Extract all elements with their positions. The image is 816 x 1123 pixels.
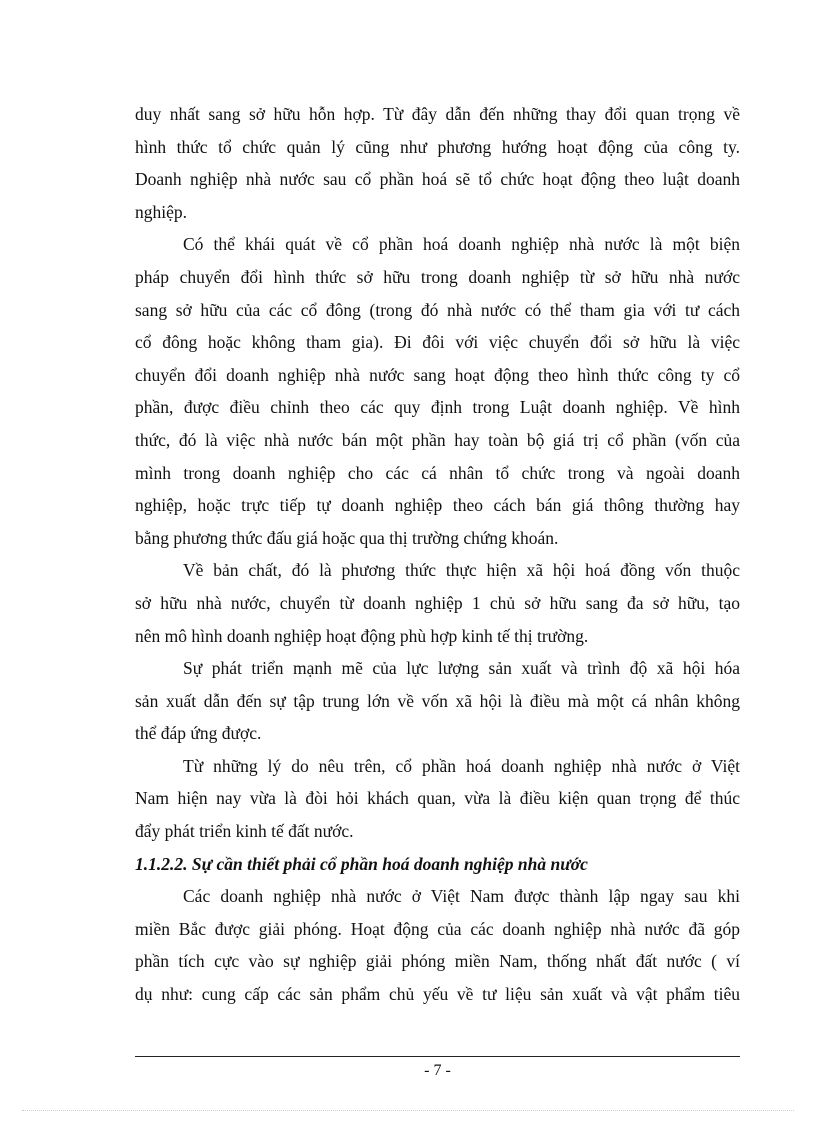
text-line: Có thể khái quát về cổ phần hoá doanh nghiệp nhà nước là một biện — [183, 234, 740, 255]
document-body — [135, 98, 740, 1011]
text-line: Doanh nghiệp nhà nước sau cổ phần hoá sẽ tổ chức hoạt động theo luật doanh — [135, 169, 740, 190]
text-line: pháp chuyển đổi hình thức sở hữu trong doanh nghiệp từ sở hữu nhà nước — [135, 266, 740, 287]
text-line: thể đáp ứng được. — [135, 723, 262, 744]
text-line: phần, được điều chỉnh theo các quy định trong Luật doanh nghiệp. Về hình — [135, 397, 740, 418]
page-break-line — [22, 1110, 794, 1111]
footer-divider — [135, 1056, 740, 1057]
text-line: Nam hiện nay vừa là đòi hỏi khách quan, vừa là điều kiện quan trọng để thúc — [135, 788, 740, 809]
paragraph — [135, 98, 740, 228]
text-line: Về bản chất, đó là phương thức thực hiện xã hội hoá đồng vốn thuộc — [183, 560, 740, 581]
text-line: nghiệp. — [135, 201, 188, 222]
text-line: Sự phát triển mạnh mẽ của lực lượng sản xuất và trình độ xã hội hóa — [183, 658, 740, 679]
section-heading: 1.1.2.2. Sự cần thiết phải cổ phần hoá doanh nghiệp nhà nước — [135, 853, 588, 874]
text-line: đẩy phát triển kinh tế đất nước. — [135, 821, 354, 842]
paragraph — [135, 554, 740, 652]
paragraphs-after-heading — [135, 880, 740, 1010]
text-line: duy nhất sang sở hữu hỗn hợp. Từ đây dẫn đến những thay đổi quan trọng về — [135, 104, 740, 124]
text-line: hình thức tổ chức quản lý cũng như phương hướng hoạt động của công ty. — [135, 136, 740, 157]
text-line: sản xuất dẫn đến sự tập trung lớn về vốn xã hội là điều mà một cá nhân không — [135, 690, 740, 711]
text-line: Các doanh nghiệp nhà nước ở Việt Nam được thành lập ngay sau khi — [183, 886, 740, 907]
text-line: cổ đông hoặc không tham gia). Đi đôi với việc chuyển đổi sở hữu là việc — [135, 332, 740, 353]
text-line: sang sở hữu của các cổ đông (trong đó nhà nước có thể tham gia với tư cách — [135, 299, 740, 320]
text-line: nên mô hình doanh nghiệp hoạt động phù hợp kinh tế thị trường. — [135, 625, 589, 646]
text-line: mình trong doanh nghiệp cho các cá nhân tổ chức trong và ngoài doanh — [135, 462, 740, 483]
paragraphs-before-heading — [135, 98, 740, 848]
text-line: chuyển đổi doanh nghiệp nhà nước sang hoạt động theo hình thức công ty cổ — [135, 364, 740, 385]
text-line: dụ như: cung cấp các sản phẩm chủ yếu về tư liệu sản xuất và vật phẩm tiêu — [135, 984, 740, 1005]
paragraph — [135, 880, 740, 1010]
text-line: nghiệp, hoặc trực tiếp tự doanh nghiệp theo cách bán giá thông thường hay — [135, 495, 740, 516]
paragraph — [135, 228, 740, 554]
paragraph — [135, 750, 740, 848]
paragraph — [135, 652, 740, 750]
page-number: - 7 - — [424, 1062, 451, 1079]
text-line: bằng phương thức đấu giá hoặc qua thị trường chứng khoán. — [135, 527, 559, 548]
text-line: thức, đó là việc nhà nước bán một phần hay toàn bộ giá trị cổ phần (vốn của — [135, 429, 740, 450]
text-line: Từ những lý do nêu trên, cổ phần hoá doanh nghiệp nhà nước ở Việt — [183, 755, 740, 776]
text-line: sở hữu nhà nước, chuyển từ doanh nghiệp 1 chủ sở hữu sang đa sở hữu, tạo — [135, 592, 740, 613]
text-line: miền Bắc được giải phóng. Hoạt động của các doanh nghiệp nhà nước đã góp — [135, 918, 740, 939]
text-line: phần tích cực vào sự nghiệp giải phóng miền Nam, thống nhất đất nước ( ví — [135, 951, 740, 972]
